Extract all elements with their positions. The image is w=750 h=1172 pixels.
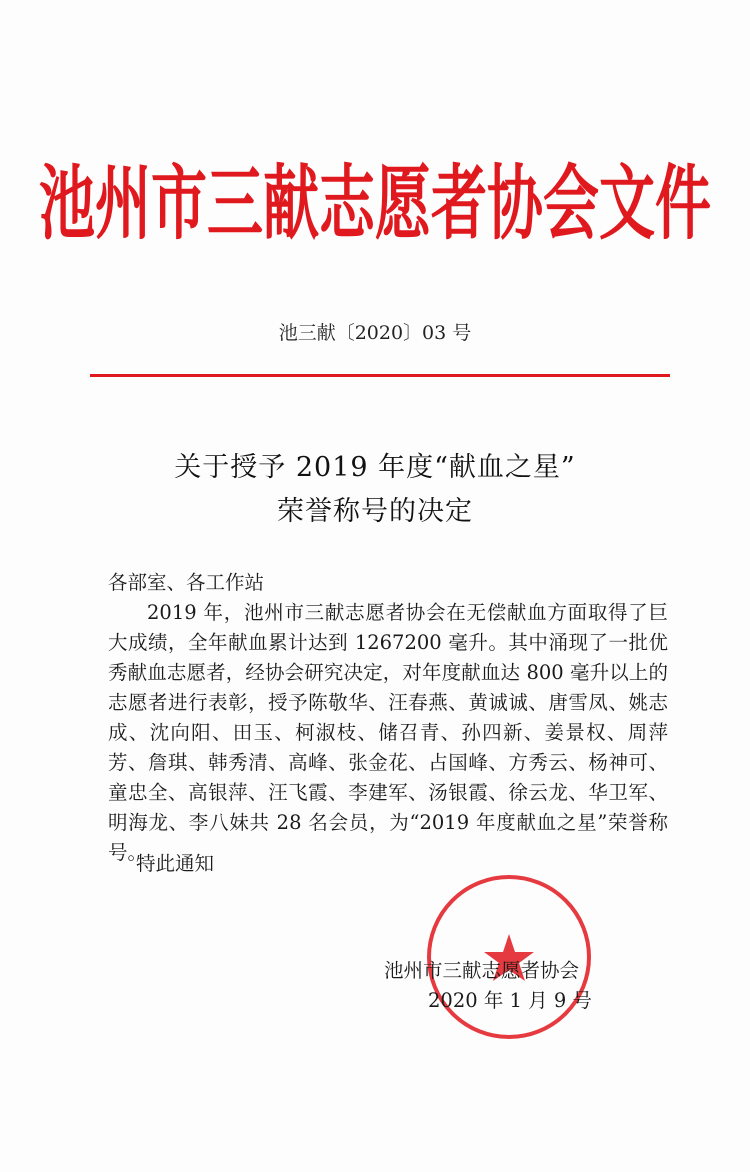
signature-org: 池州市三献志愿者协会 (384, 959, 580, 982)
main-paragraph: 2019 年，池州市三献志愿者协会在无偿献血方面取得了巨大成绩，全年献血累计达到 1267200 毫升。其中涌现了一批优秀献血志愿者，经协会研究决定，对年度献血达 800 毫升以上的志愿者进行表彰，授予陈敬华、汪春燕、黄诚诚、唐雪凤、姚志成、沈向阳、田玉、柯淑枝、储召青、孙四新、姜景权、周萍芳、詹琪、韩秀清、高峰、张金花、占国峰、方秀云、杨神可、童忠全、高银萍、汪飞霞、李建军、汤银霞、徐云龙、华卫军、明海龙、李八妹共 28 名会员，为“2019 年度献血之星”荣誉称号。 (108, 601, 668, 864)
document-body (108, 568, 668, 868)
red-divider (90, 374, 670, 377)
signature-date: 2020 年 1 月 9 号 (428, 989, 592, 1012)
document-number: 池三献〔2020〕03 号 (278, 322, 472, 344)
decision-title-line2: 荣誉称号的决定 (277, 496, 473, 527)
decision-title-line1: 关于授予 2019 年度“献血之星” (174, 452, 576, 483)
closing-text: 特此通知 (136, 852, 215, 875)
salutation: 各部室、各工作站 (108, 571, 265, 594)
org-title: 池州市三献志愿者协会文件 (39, 155, 711, 252)
